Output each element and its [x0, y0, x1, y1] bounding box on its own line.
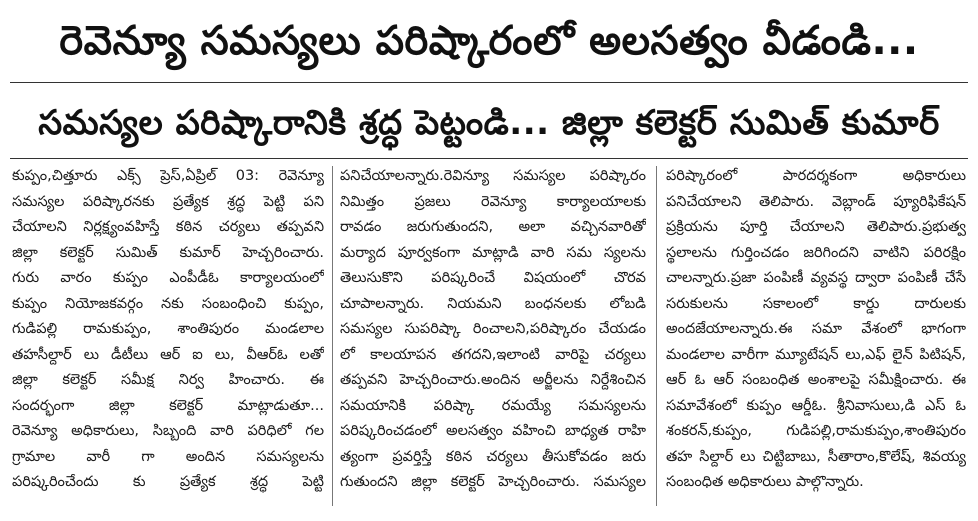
subheadline-divider: [10, 158, 968, 159]
body-line: సమయానికి పరిష్కా రమయ్యే సమస్యలను: [340, 397, 646, 414]
body-line: చేయాలని నిర్లక్ష్యంవహిస్తే కఠిన చర్యలు తప్పవని: [12, 219, 324, 235]
body-line: తహసీల్దార్ లు డీటీలు ఆర్ ఐ లు, వీఆర్ఓ లతో: [12, 346, 324, 363]
article-subheadline: సమస్యల పరిష్కారానికి శ్రద్ధ పెట్టండి... జిల్లా కలెక్టర్ సుమిత్ కుమార్: [38, 103, 940, 143]
article-column-2: [340, 164, 646, 516]
body-line: చూపాలన్నారు. నియమని బంధనలకు లోబడి: [340, 295, 646, 312]
body-line: తప్పవని హెచ్చరించారు.అందిన అర్జీలను నిర్దేశించిన: [340, 372, 646, 388]
body-line: సరుకులను సకాలంలో కార్డు దారులకు: [666, 295, 966, 312]
body-line: ప్రక్రియను పూర్తి చేయాలని తెలిపారు.ప్రభుత్వ: [666, 219, 966, 235]
body-line: జిల్లా కలెక్టర్ సుమిత్ కుమార్ హెచ్చరించారు.: [12, 244, 324, 261]
body-line: ఆర్ ఓ ఆర్ సంబంధిత అంశాలపై సమీక్షించారు. ఈ: [666, 372, 966, 388]
body-line: త్యంగా ప్రవర్తిస్తే కఠిన చర్యలు తీసుకోవడం జరు: [340, 448, 646, 465]
body-line: పరిష్కరించేందు కు ప్రత్యేక శ్రద్ధ పెట్టి: [12, 474, 324, 490]
body-line: మండలాల వారీగా మ్యూటేషన్ లు,ఎఫ్ లైన్ పిటిషన్,: [666, 346, 966, 363]
body-line: నిమిత్తం ప్రజలు రెవెన్యూ కార్యాలయాలకు: [340, 193, 646, 210]
body-line: కుప్పం,చిత్తూరు ఎక్స్ ప్రెస్,ఏప్రిల్ 03: రెవెన్యూ: [12, 168, 324, 184]
body-line: లో కాలయాపన తగదని,ఇలాంటి వారిపై చర్యలు: [340, 346, 646, 363]
article-body: [0, 164, 978, 516]
body-line: సమస్యల పరిష్కారనకు ప్రత్యేక శ్రద్ధ పెట్టి పని: [12, 193, 324, 210]
body-line: మర్యాద పూర్వకంగా మాట్లాడి వారి సమ స్యలను: [340, 244, 646, 261]
body-line: పనిచేయాలని తెలిపారు. వెబ్లాండ్ ప్యూరిఫికేషన్: [666, 193, 966, 210]
body-line: పరిష్కారంలో పారదర్శకంగా అధికారులు: [666, 168, 966, 184]
body-line: పరిష్కరించడంలో అలసత్వం వహించి బాధ్యత రాహి: [340, 423, 646, 439]
body-line: పనిచేయాలన్నారు.రెవిన్యూ సమస్యల పరిష్కారం: [340, 168, 646, 184]
headline-divider: [10, 82, 968, 83]
body-line: సందర్భంగా జిల్లా కలెక్టర్ మాట్లాడుతూ...: [12, 397, 324, 414]
body-line: గురు వారం కుప్పం ఎంపీడీఓ కార్యాలయంలో: [12, 270, 324, 286]
body-line: తహ సిల్దార్ లు చిట్టిబాబు, సీతారాం,కొలేష్, శివయ్య: [666, 448, 966, 465]
article-column-1: [12, 164, 324, 516]
body-line: శంకరన్,కుప్పం, గుడిపల్లి,రామకుప్పం,శాంతిపురం: [666, 423, 966, 439]
body-line: స్థలాలను గుర్తించడం జరిగిందని వాటిని పరిరక్షిం: [666, 244, 966, 261]
body-line: కుప్పం నియోజకవర్గం నకు సంబంధించి కుప్పం,: [12, 295, 324, 312]
body-line: చాలన్నారు.ప్రజా పంపిణీ వ్యవస్థ ద్వారా పంపిణీ చేసే: [666, 270, 966, 286]
body-line: రెవెన్యూ అధికారులు, సిబ్బంది వారి పరిధిలో గల: [12, 423, 324, 439]
body-line: సంబంధిత అధికారులు పాల్గొన్నారు.: [666, 474, 864, 490]
body-line: సమస్యల సుపరిష్కా రించాలని,పరిష్కారం చేయడం: [340, 321, 646, 337]
body-line: తెలుసుకొని పరిష్కరించే విషయంలో చొరవ: [340, 270, 646, 286]
body-line: రావడం జరుగుతుందని, అలా వచ్చినవారితో: [340, 219, 646, 235]
body-line: గుతుందని జిల్లా కలెక్టర్ హెచ్చరించారు. సమస్యల: [340, 474, 646, 490]
article-column-3: [666, 164, 966, 516]
body-line: అందజేయాలన్నారు.ఈ సమా వేశంలో భాగంగా: [666, 321, 966, 337]
body-line: గుడిపల్లి రామకుప్పం, శాంతిపురం మండలాల: [12, 321, 324, 337]
body-line: జిల్లా కలెక్టర్ సమీక్ష నిర్వ హించారు. ఈ: [12, 372, 324, 388]
body-line: సమావేశంలో కుప్పం ఆర్డీఓ. శ్రీనివాసులు,డి ఎస్ ఓ: [666, 397, 966, 414]
body-line: గ్రామాల వారీ గా అందిన సమస్యలను: [12, 448, 324, 465]
article-headline: రెవెన్యూ సమస్యలు పరిష్కారంలో అలసత్వం వీడండి...: [59, 18, 919, 64]
